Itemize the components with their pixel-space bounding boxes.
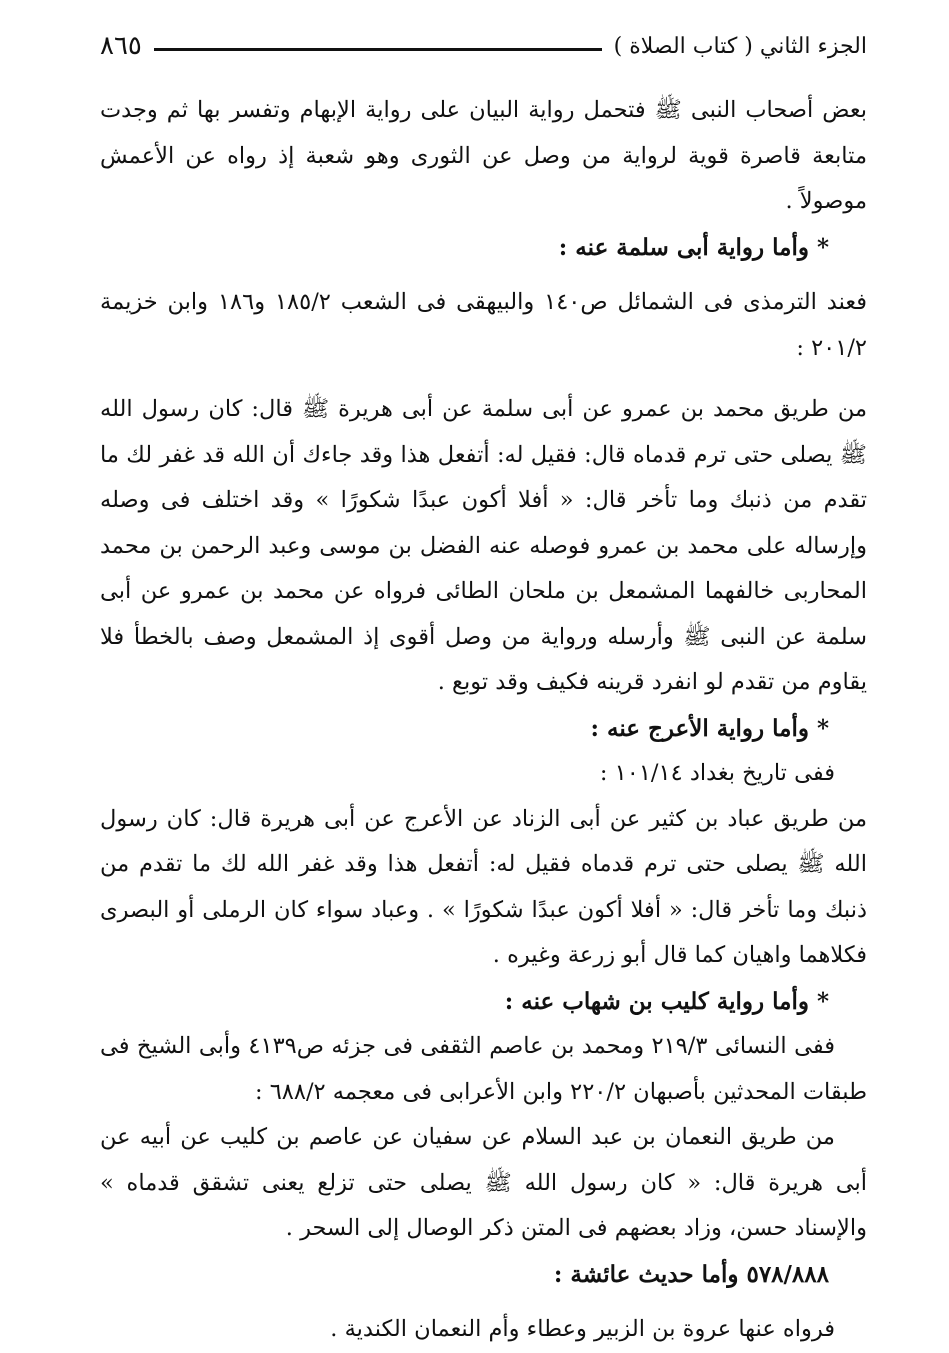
section-heading: * وأما رواية كليب بن شهاب عنه : — [504, 987, 829, 1015]
paragraph: ففى تاريخ بغداد ١٠١/١٤ : — [599, 760, 835, 786]
page-header — [100, 26, 867, 66]
page-body — [100, 88, 867, 1353]
paragraph: من طريق محمد بن عمرو عن أبى سلمة عن أبى هريرة ﷺ قال: كان رسول الله ﷺ يصلى حتى ترم قدماه قال: فقيل له: أتفعل هذا وقد جاءك أن الله قد غفر لك ما تقدم من ذنبك وما تأخر قال: « أفلا أكون عبدًا شكورًا » وقد اختلف فى وصله وإرساله على محمد بن عمرو فوصله عنه الفضل بن موسى وعبد الرحمن بن محمد المحاربى خالفهما المشمعل بن ملحان الطائى فرواه عن محمد بن عمرو عن أبى سلمة عن النبى ﷺ وأرسله ورواية من وصل أقوى إذ المشمعل وصف بالخطأ فلا يقاوم من تقدم لو انفرد قرينه فكيف وقد توبع . — [100, 396, 867, 695]
paragraph: من طريق عباد بن كثير عن أبى الزناد عن الأعرج عن أبى هريرة قال: كان رسول الله ﷺ يصلى حتى ترم قدماه فقيل له: أتفعل هذا وقد غفر الله لك ما تقدم من ذنبك وما تأخر قال: « أفلا أكون عبدًا شكورًا » . وعباد سواء كان الرملى أو البصرى فكلاهما واهيان كما قال أبو زرعة وغيره . — [100, 805, 867, 968]
section-heading: * وأما رواية أبى سلمة عنه : — [558, 233, 829, 261]
page-number: ٨٦٥ — [100, 31, 142, 61]
paragraph: ففى النسائى ٢١٩/٣ ومحمد بن عاصم الثقفى فى جزئه ص٤١٣٩ وأبى الشيخ فى طبقات المحدثين بأصبهان ٢٢٠/٢ وابن الأعرابى فى معجمه ٦٨٨/٢ : — [100, 1033, 867, 1105]
header-rule — [154, 48, 602, 51]
paragraph: من طريق النعمان بن عبد السلام عن سفيان عن عاصم بن كليب عن أبيه عن أبى هريرة قال: « كان رسول الله ﷺ يصلى حتى تزلع يعنى تشقق قدماه » والإسناد حسن، وزاد بعضهم فى المتن ذكر الوصال إلى السحر . — [100, 1124, 867, 1241]
section-heading: * وأما رواية الأعرج عنه : — [590, 714, 829, 742]
running-title: الجزء الثاني ( كتاب الصلاة ) — [613, 33, 867, 59]
paragraph: بعض أصحاب النبى ﷺ فتحمل رواية البيان على رواية الإبهام وتفسر بها ثم وجدت متابعة قاصرة قوية لرواية من وصل عن الثورى وهو شعبة إذ رواه عن الأعمش موصولاً . — [100, 97, 867, 214]
section-heading: ٥٧٨/٨٨٨ وأما حديث عائشة : — [553, 1260, 829, 1288]
paragraph: فرواه عنها عروة بن الزبير وعطاء وأم النعمان الكندية . — [330, 1316, 835, 1342]
paragraph: فعند الترمذى فى الشمائل ص١٤٠ والبيهقى فى الشعب ١٨٥/٢ و١٨٦ وابن خزيمة ٢٠١/٢ : — [100, 289, 867, 361]
